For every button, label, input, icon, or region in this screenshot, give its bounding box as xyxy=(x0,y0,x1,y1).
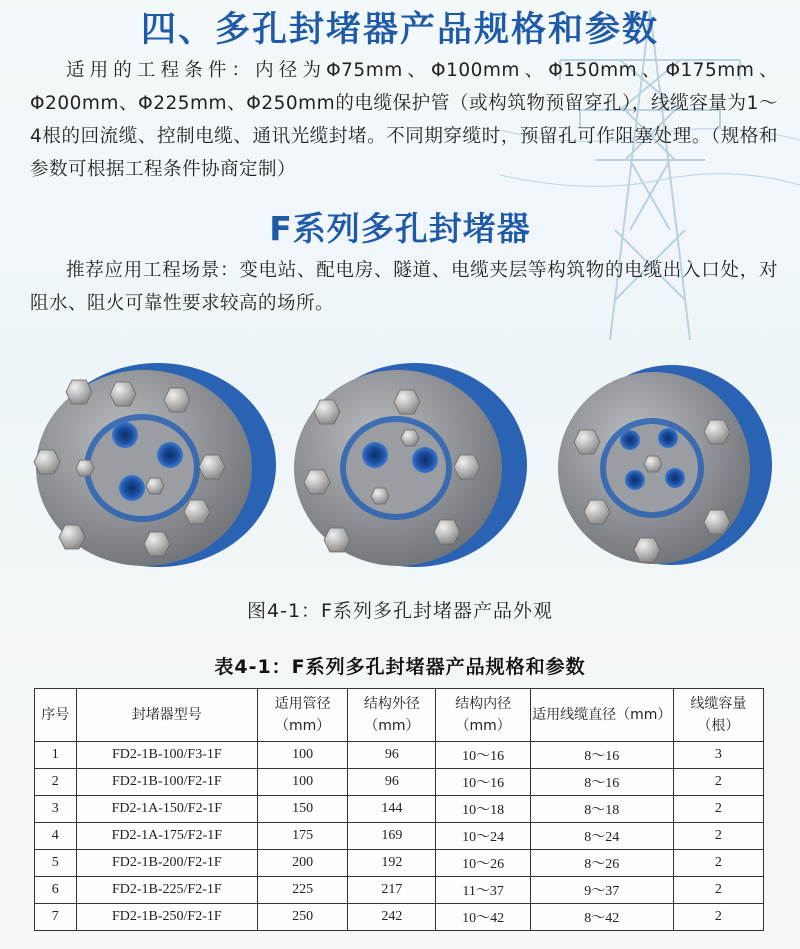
header-cell: 结构内径（mm） xyxy=(436,689,530,742)
table-cell: 250 xyxy=(258,904,348,931)
table-cell: 10～26 xyxy=(436,850,530,877)
table-cell: 100 xyxy=(258,742,348,769)
table-cell: 11～37 xyxy=(436,877,530,904)
header-cell: 适用管径（mm） xyxy=(258,689,348,742)
table-cell: 2 xyxy=(35,769,77,796)
header-cell: 线缆容量（根） xyxy=(673,689,763,742)
table-cell: 2 xyxy=(673,904,763,931)
table-cell: 192 xyxy=(348,850,436,877)
table-row xyxy=(35,742,764,769)
table-cell: FD2-1A-150/F2-1F xyxy=(76,796,257,823)
sealer-product-2 xyxy=(294,363,527,567)
table-cell: 4 xyxy=(35,823,77,850)
table-row xyxy=(35,823,764,850)
table-cell: 144 xyxy=(348,796,436,823)
table-cell: 100 xyxy=(258,769,348,796)
table-cell: 225 xyxy=(258,877,348,904)
table-cell: FD2-1B-100/F2-1F xyxy=(76,769,257,796)
table-cell: 10～42 xyxy=(436,904,530,931)
table-cell: FD2-1B-225/F2-1F xyxy=(76,877,257,904)
table-cell: 8～24 xyxy=(530,823,673,850)
application-scenario-paragraph: 推荐应用工程场景：变电站、配电房、隧道、电缆夹层等构筑物的电缆出入口处，对阻水、阻火可靠性要求较高的场所。 xyxy=(30,260,778,314)
table-row xyxy=(35,850,764,877)
sealer-product-1 xyxy=(34,363,276,567)
table-cell: 200 xyxy=(258,850,348,877)
table-cell: 9～37 xyxy=(530,877,673,904)
table-row xyxy=(35,877,764,904)
applicable-conditions-paragraph: 适用的工程条件：内径为Φ75mm、Φ100mm、Φ150mm、Φ175mm、Φ200mm、Φ225mm、Φ250mm的电缆保护管（或构筑物预留穿孔），线缆容量为1～4根的回流缆、控制电缆、通讯光缆封堵。不同期穿缆时，预留孔可作阻塞处理。（规格和参数可根据工程条件协商定制） xyxy=(30,60,778,180)
table-cell: 1 xyxy=(35,742,77,769)
spec-table xyxy=(34,688,764,931)
table-cell: 8～18 xyxy=(530,796,673,823)
table-cell: FD2-1B-250/F2-1F xyxy=(76,904,257,931)
header-cell: 适用线缆直径（mm） xyxy=(530,689,673,742)
table-cell: 10～16 xyxy=(436,769,530,796)
table-row xyxy=(35,769,764,796)
table-cell: 169 xyxy=(348,823,436,850)
table-cell: 242 xyxy=(348,904,436,931)
table-row xyxy=(35,796,764,823)
table-cell: 3 xyxy=(673,742,763,769)
table-cell: 2 xyxy=(673,850,763,877)
figure-caption: 图4-1：F系列多孔封堵器产品外观 xyxy=(247,600,553,622)
header-cell: 封堵器型号 xyxy=(76,689,257,742)
table-cell: 10～18 xyxy=(436,796,530,823)
table-cell: FD2-1B-200/F2-1F xyxy=(76,850,257,877)
table-cell: 2 xyxy=(673,823,763,850)
table-cell: FD2-1B-100/F3-1F xyxy=(76,742,257,769)
table-cell: 217 xyxy=(348,877,436,904)
table-cell: 8～16 xyxy=(530,742,673,769)
table-cell: 175 xyxy=(258,823,348,850)
table-cell: 6 xyxy=(35,877,77,904)
series-title: F系列多孔封堵器 xyxy=(269,209,531,248)
table-cell: 2 xyxy=(673,796,763,823)
table-cell: FD2-1A-175/F2-1F xyxy=(76,823,257,850)
table-cell: 3 xyxy=(35,796,77,823)
table-header-row xyxy=(35,689,764,742)
table-cell: 8～42 xyxy=(530,904,673,931)
table-caption: 表4-1：F系列多孔封堵器产品规格和参数 xyxy=(214,656,586,678)
table-cell: 10～24 xyxy=(436,823,530,850)
table-cell: 10～16 xyxy=(436,742,530,769)
table-cell: 96 xyxy=(348,769,436,796)
table-cell: 5 xyxy=(35,850,77,877)
section-heading: 四、多孔封堵器产品规格和参数 xyxy=(140,10,659,50)
table-cell: 8～16 xyxy=(530,769,673,796)
product-photos xyxy=(20,360,780,580)
header-cell: 结构外径（mm） xyxy=(348,689,436,742)
table-cell: 2 xyxy=(673,877,763,904)
table-cell: 7 xyxy=(35,904,77,931)
table-cell: 150 xyxy=(258,796,348,823)
table-cell: 2 xyxy=(673,769,763,796)
table-row xyxy=(35,904,764,931)
sealer-product-3 xyxy=(558,365,772,565)
header-cell: 序号 xyxy=(35,689,77,742)
table-cell: 96 xyxy=(348,742,436,769)
table-cell: 8～26 xyxy=(530,850,673,877)
